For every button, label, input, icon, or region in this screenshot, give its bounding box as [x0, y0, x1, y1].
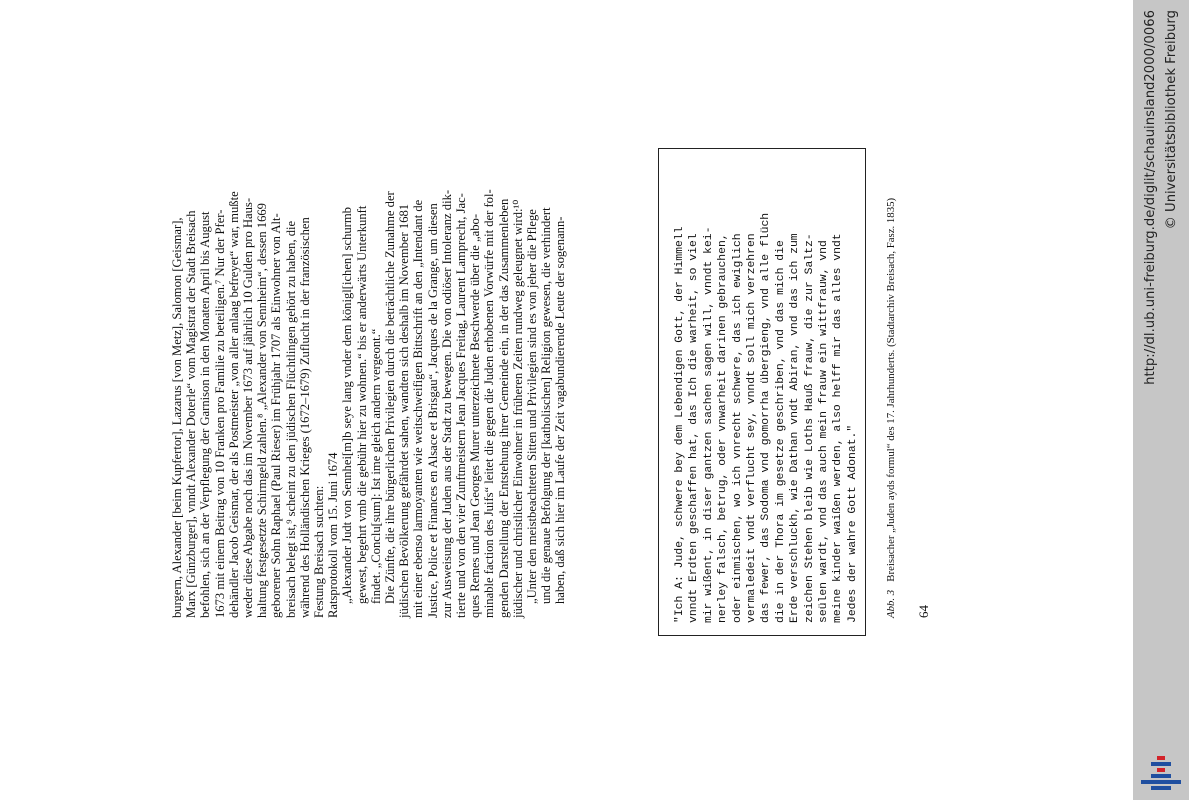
ub-freiburg-logo-icon: [1133, 744, 1189, 800]
text-line: 1673 mit einem Beitrag von 10 Franken pro Familie zu beteiligen.⁷ Nur der Pfer-: [212, 209, 227, 618]
oath-line: meine kinder waißen werden, also helff mir das alles vndt: [832, 233, 845, 623]
copyright-notice: © Universitätsbibliothek Freiburg: [1164, 10, 1179, 230]
text-line: „Alexander Judt von Sennhei[m]b seye lang vnder dem königl[ichen] schurmb: [340, 207, 355, 604]
source-banner: [1133, 0, 1189, 800]
body-text: [170, 158, 568, 618]
text-line: gewest, begehrt vmb die gebühr hier zu wohnen.“ bis er anderwärts Unterkunft: [354, 205, 369, 604]
oath-line: das fewer, das Sodoma vnd gomorrha übergieng, vnd alle flüch: [760, 212, 773, 623]
text-line: zur Ausweisung der Juden aus der Stadt zu bewegen. Die von odiöser Intoleranz dik-: [439, 189, 454, 618]
caption-label: Abb. 3: [885, 589, 897, 618]
caption-text: Breisacher „Juden ayds formul“ des 17. Jahrhunderts. (Stadtarchiv Breisach, Fasz. 1835): [885, 197, 897, 582]
text-line: jüdischer und christlicher Einwohner in früheren Zeiten rundweg geleugnet wird:¹⁰: [510, 199, 525, 618]
text-line: während des Holländischen Krieges (1672–1679) Zuflucht in der französischen: [297, 217, 312, 618]
text-line: findet. „Conclu[sum]: Ist ime gleich andern vergeont.“: [368, 328, 383, 604]
text-line: Die Zünfte, die ihre bürgerlichen Privilegien durch die beträchtliche Zunahme der: [383, 191, 398, 604]
oath-line: oder einmischen, wo ich vnrecht schwere, das ich ewiglich: [731, 233, 744, 623]
oath-line: Erde verschluckh, wie Dathan vndt Abiran, vnd das ich zum: [789, 233, 802, 623]
oath-line: seülen wardt, vnd das auch mein frauw ein wittfrauw, vnd: [818, 240, 831, 623]
oath-line: nerley falsch, betrug, oder vnwarheit darinen gebrauchen,: [717, 233, 730, 623]
text-line: breisach belegt ist,⁹ scheint zu den jüdischen Flüchtlingen gehört zu haben, die: [283, 220, 298, 618]
text-line: mit einer ebenso larmoyanten wie weitschweifigen Bittschrift an den „Intendant de: [411, 199, 426, 618]
text-line: geborener Sohn Raphael (Paul Rieser) im Frühjahr 1707 als Einwohner von Alt-: [269, 213, 284, 618]
text-line: Justice, Police et Finances en Alsace et Brisgau“, Jacques de la Grange, um diesen: [425, 203, 440, 618]
figure-caption: [885, 98, 898, 618]
text-line: genden Darstellung der Entstehung ihrer Gemeinde ein, in der das Zusammenleben: [496, 198, 511, 618]
text-line: befohlen, sich an der Verpflegung der Garnison in den Monaten April bis August: [198, 211, 213, 618]
text-line: burgern, Alexander [beim Kupfertor], Lazarus [von Metz], Salomon [Geismar],: [170, 217, 184, 618]
oath-line: vnndt Erdten geschaffen hat, das Ich die warheit, so viel: [688, 233, 701, 623]
text-line: haltung festgesetzte Schirmgeld zahlen.⁸ „Alexander von Sennheim“, dessen 1669: [255, 203, 270, 618]
oath-line: mir wißent, in diser gantzen sachen sagen will, vnndt kei-: [702, 226, 715, 623]
text-line: und die genaue Befolgung der [katholischen] Religion gewesen, die verhindert: [539, 207, 554, 604]
oath-line: zeichen Stehen bleib wie Loths Hauß frauw, die zur Saltz-: [803, 233, 816, 623]
text-line: „Unter den meistbeachteten Sitten und Privilegien sind es von jeher die Pflege: [525, 209, 540, 604]
text-line: tierte und von den vier Zunftmeistern Jean Jacques Freitag, Laurent Lamprecht, Jac-: [454, 193, 469, 618]
text-line: weder diese Abgabe noch das im November 1673 auf jährlich 10 Gulden pro Haus-: [241, 197, 256, 618]
oath-line: "Ich A: Jude, schwere bey dem Lebendigen Gott, der Himmell: [674, 226, 686, 623]
oath-line: vermaledeit vndt verflucht sey, vnndt soll mich verzehren: [746, 233, 759, 623]
text-line: Ratsprotokoll vom 15. Juni 1674: [326, 452, 341, 618]
text-line: minable faction des Juifs“ leitet die gegen die Juden erhobenen Vorwürfe mit der fol-: [482, 189, 497, 618]
text-line: ques Remes und Jean Georges Murer unterzeichnete Beschwerde über die „abo-: [468, 213, 483, 618]
text-line: dehändler Jacob Geismar, der als Postmeister „von aller anlaag befreyet“ war, mußte: [226, 191, 241, 618]
page-number: 64: [916, 605, 931, 618]
text-line: Festung Breisach suchten:: [312, 485, 327, 618]
text-line: jüdischen Bevölkerung gefährdet sahen, wandten sich deshalb im November 1681: [397, 203, 412, 618]
source-banner-text: [1133, 0, 1189, 800]
oath-formula-box: [658, 148, 866, 636]
text-line: haben, daß sich hier im Laufe der Zeit vagabundierende Leute der sogenann-: [553, 216, 568, 604]
text-line: Marx [Günzburger], vnndt Alexander Doterle“ vom Magistrat der Stadt Breisach: [184, 210, 199, 618]
oath-line: die in der Thora im gesetze geschriben, vnd das mich die: [774, 240, 787, 623]
source-url[interactable]: http://dl.ub.uni-freiburg.de/diglit/schauinsland2000/0066: [1143, 10, 1158, 385]
oath-line: Jedes der wahre Gott Adonat.": [846, 424, 859, 623]
